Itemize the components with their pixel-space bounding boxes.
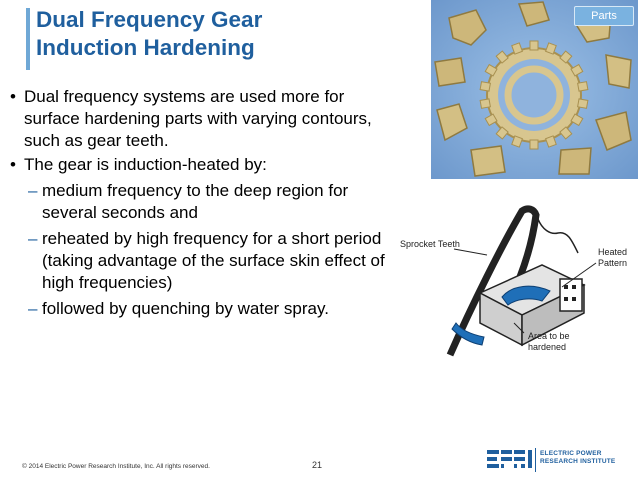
- bullet-text: Dual frequency systems are used more for surface hardening parts with varying contours, such as gear teeth.: [24, 87, 372, 150]
- sub-bullet-text: reheated by high frequency for a short period (taking advantage of the surface skin effect of high frequencies): [42, 229, 385, 292]
- label-heated-2: Pattern: [598, 258, 628, 268]
- title-line-1: Dual Frequency Gear: [36, 7, 263, 32]
- sub-bullet-item: [10, 298, 362, 320]
- title-line-2: Induction Hardening: [36, 35, 255, 60]
- bullet-dot: •: [10, 87, 16, 106]
- bullet-item: [10, 86, 390, 152]
- sub-bullet-dash: –: [28, 299, 38, 318]
- parts-photo: [431, 0, 638, 179]
- sprocket-diagram: [392, 205, 632, 365]
- sub-bullet-text: followed by quenching by water spray.: [42, 299, 329, 318]
- page-number: 21: [312, 460, 323, 470]
- epri-logo-icon: [487, 448, 539, 472]
- epri-logo: [487, 446, 627, 474]
- slide-content: [10, 86, 390, 320]
- sub-bullet-dash: –: [28, 229, 38, 248]
- logo-line-2: RESEARCH INSTITUTE: [540, 458, 616, 465]
- sprocket-tooth-icon: [392, 205, 632, 365]
- bullet-text: The gear is induction-heated by:: [24, 155, 267, 174]
- gear-parts-icon: [431, 0, 638, 179]
- sub-bullet-item: [10, 228, 387, 294]
- bullet-item: [10, 154, 390, 176]
- epri-logo-text: [540, 450, 615, 466]
- logo-line-1: ELECTRIC POWER: [540, 450, 602, 457]
- label-sprocket-teeth: Sprocket Teeth: [400, 239, 460, 249]
- copyright-text: © 2014 Electric Power Research Institute, Inc. All rights reserved.: [22, 463, 210, 470]
- sub-bullet-text: medium frequency to the deep region for several seconds and: [42, 181, 349, 222]
- slide-title: [36, 6, 376, 62]
- sub-bullet-item: [10, 180, 352, 224]
- sub-bullet-dash: –: [28, 181, 38, 200]
- label-heated-1: Heated: [598, 247, 628, 257]
- title-accent-bar: [26, 8, 30, 70]
- label-area-2: hardened: [528, 342, 567, 352]
- label-area-1: Area to be: [528, 331, 570, 341]
- bullet-dot: •: [10, 155, 16, 174]
- parts-badge: Parts: [574, 6, 634, 26]
